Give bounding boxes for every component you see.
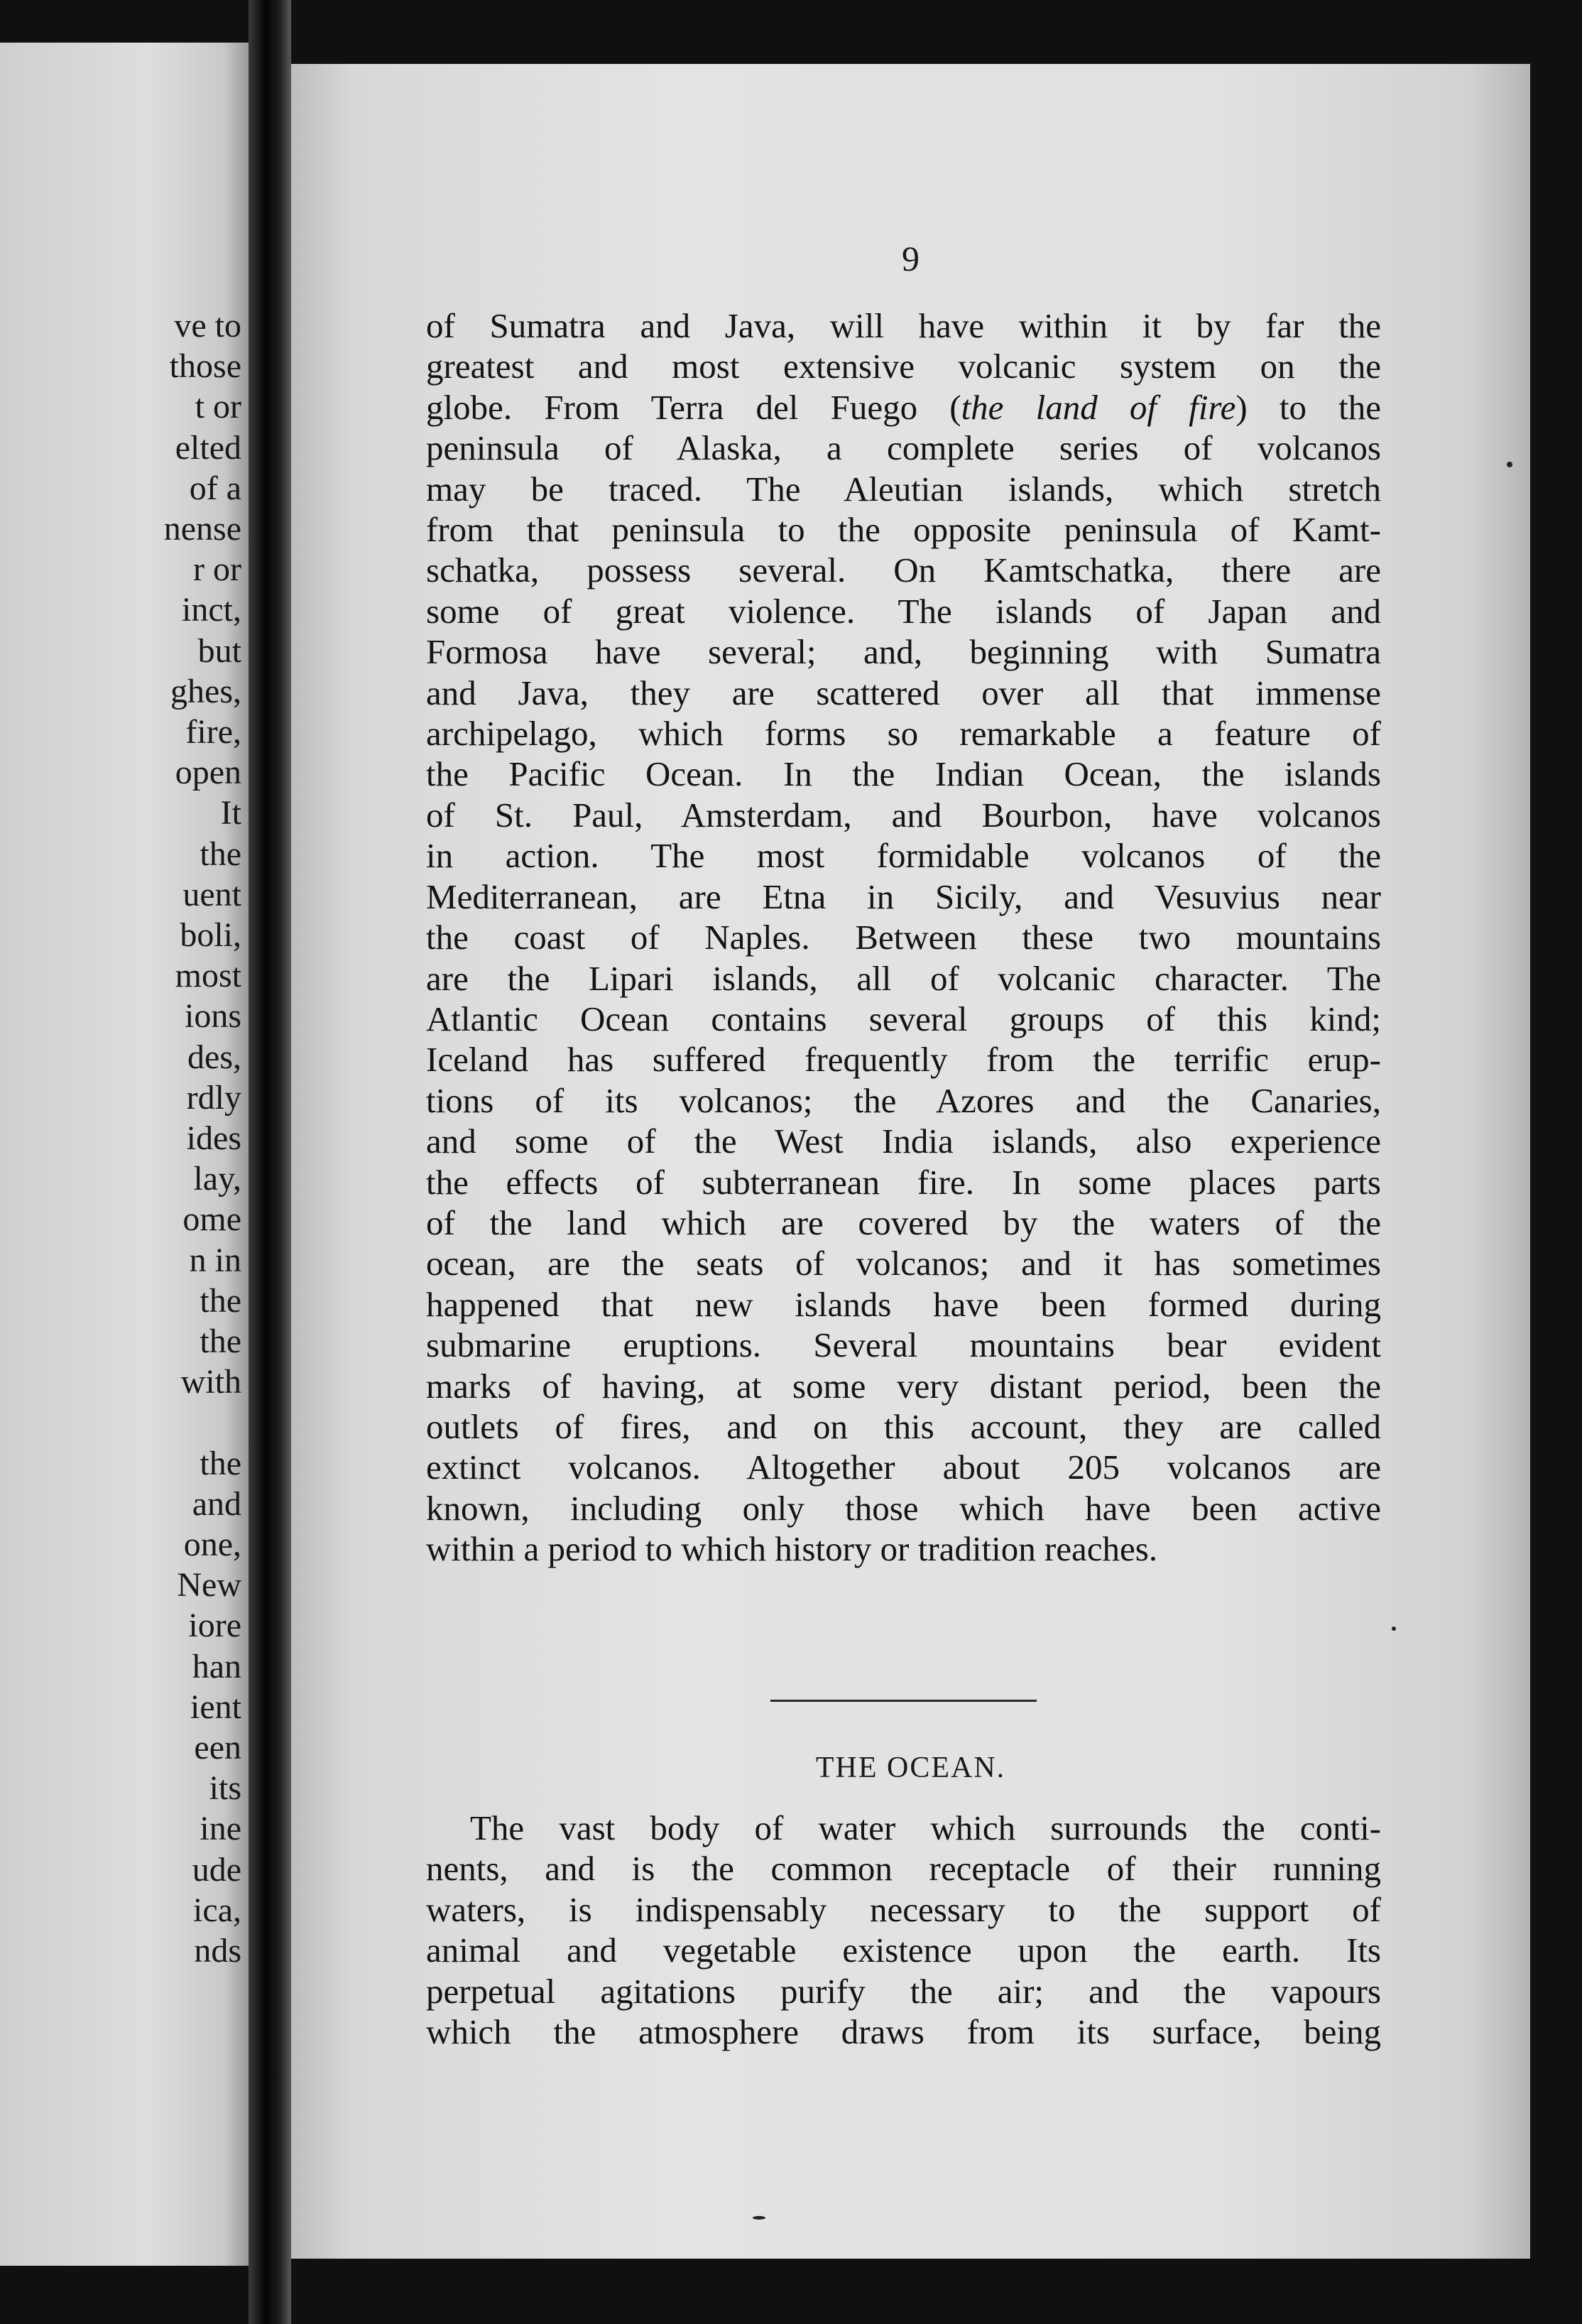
left-page-text-fragment: the	[200, 835, 241, 873]
previous-page-fragment	[0, 43, 249, 2266]
text-line: and Java, they are scattered over all that immense	[426, 673, 1381, 712]
left-page-text-fragment: its	[209, 1769, 241, 1808]
left-page-text-fragment: des,	[187, 1038, 241, 1076]
left-page-text-fragment: with	[180, 1363, 241, 1401]
text-line: animal and vegetable existence upon the earth. Its	[426, 1931, 1381, 1970]
text-line: ocean, are the seats of volcanos; and it has sometimes	[426, 1244, 1381, 1283]
text-line: perpetual agitations purify the air; and the vapours	[426, 1971, 1381, 2011]
left-page-text-fragment: inct,	[182, 591, 241, 629]
text-line: outlets of fires, and on this account, they are called	[426, 1406, 1381, 1446]
text-line: from that peninsula to the opposite peninsula of Kamt-	[426, 510, 1381, 550]
text-line: of St. Paul, Amsterdam, and Bourbon, have volcanos	[426, 795, 1381, 835]
left-page-text-fragment: elted	[175, 428, 241, 467]
text-line: greatest and most extensive volcanic system on the	[426, 347, 1381, 386]
left-page-text-fragment: nense	[163, 510, 241, 548]
text-line: nents, and is the common receptacle of their running	[426, 1849, 1381, 1889]
left-page-text-fragment: It	[220, 794, 241, 832]
left-page-text-fragment: n in	[189, 1241, 241, 1279]
text-line-start: globe. From Terra del Fuego (	[426, 387, 961, 427]
page-number: 9	[902, 239, 920, 278]
left-page-text-fragment: of a	[189, 469, 241, 507]
text-line: happened that new islands have been formed during	[426, 1284, 1381, 1324]
left-page-text-fragment: New	[177, 1566, 241, 1604]
left-page-text-fragment: nds	[194, 1932, 241, 1970]
left-page-text-fragment: ica,	[193, 1891, 241, 1929]
left-page-text-fragment: ome	[182, 1200, 241, 1239]
left-page-text-fragment: t or	[195, 388, 241, 426]
left-page-text-fragment: ient	[190, 1688, 241, 1726]
print-speck	[1507, 462, 1512, 467]
left-page-text-fragment: most	[175, 957, 241, 995]
left-page-text-fragment: one,	[183, 1526, 241, 1563]
left-page-text-fragment: boli,	[180, 916, 241, 954]
left-page-text-fragment: the	[200, 1281, 241, 1320]
paragraph-volcanos	[426, 305, 1381, 1570]
text-line: known, including only those which have been active	[426, 1488, 1381, 1528]
book-page	[291, 64, 1530, 2259]
left-page-text-fragment: ides	[186, 1119, 241, 1157]
text-line: marks of having, at some very distant period, been the	[426, 1366, 1381, 1406]
book-binding-gutter	[249, 0, 291, 2324]
text-line: within a period to which history or tradition reaches.	[426, 1529, 1158, 1569]
left-page-text-fragment: lay,	[193, 1160, 241, 1198]
text-line: the effects of subterranean fire. In some places parts	[426, 1162, 1381, 1202]
text-line: are the Lipari islands, all of volcanic character. The	[426, 958, 1381, 998]
text-line: the coast of Naples. Between these two mountains	[426, 918, 1381, 957]
text-line: Atlantic Ocean contains several groups of this kind;	[426, 999, 1381, 1038]
left-page-text-fragment: han	[192, 1647, 241, 1685]
text-line: may be traced. The Aleutian islands, which stretch	[426, 469, 1381, 509]
section-divider-rule	[770, 1700, 1037, 1702]
left-page-text-fragment: ine	[200, 1810, 241, 1848]
text-line: submarine eruptions. Several mountains bear evident	[426, 1325, 1381, 1365]
text-line: tions of its volcanos; the Azores and the Canaries,	[426, 1080, 1381, 1120]
text-line: in action. The most formidable volcanos of the	[426, 836, 1381, 876]
text-line: archipelago, which forms so remarkable a feature of	[426, 714, 1381, 754]
left-page-text-fragment: r or	[193, 550, 241, 589]
text-line: which the atmosphere draws from its surface, being	[426, 2012, 1381, 2052]
text-line: Iceland has suffered frequently from the terrific erup-	[426, 1040, 1381, 1080]
text-line: of Sumatra and Java, will have within it by far the	[426, 306, 1381, 345]
text-line: waters, is indispensably necessary to the support of	[426, 1889, 1381, 1929]
left-page-text-fragment: ve to	[174, 307, 241, 344]
text-line: Formosa have several; and, beginning with Sumatra	[426, 632, 1381, 672]
left-page-text-fragment: the	[200, 1444, 241, 1482]
text-line-end: ) to the	[1235, 387, 1381, 427]
italic-phrase: the land of fire	[961, 387, 1236, 427]
left-page-text-fragment: uent	[182, 875, 241, 913]
text-line: Mediterranean, are Etna in Sicily, and Vesuvius near	[426, 876, 1381, 916]
left-page-text-fragment: those	[169, 347, 241, 386]
left-page-text-fragment: ions	[184, 997, 241, 1036]
text-line-with-italic	[426, 387, 1381, 428]
left-page-text-fragment: ghes,	[170, 672, 241, 710]
print-speck	[753, 2216, 765, 2220]
section-heading: THE OCEAN.	[815, 1752, 1006, 1784]
paragraph-ocean	[426, 1808, 1381, 2052]
left-page-text-fragment: and	[192, 1484, 241, 1523]
left-page-text-fragment: rdly	[186, 1078, 241, 1117]
text-line: and some of the West India islands, also experience	[426, 1122, 1381, 1161]
text-line: some of great violence. The islands of Japan and	[426, 591, 1381, 631]
left-page-text-fragment: een	[194, 1729, 241, 1766]
left-page-text-fragment: open	[175, 754, 241, 792]
text-line: The vast body of water which surrounds the conti-	[470, 1808, 1381, 1847]
print-speck	[1392, 1627, 1396, 1631]
left-page-text-fragment: the	[200, 1323, 241, 1360]
text-line: extinct volcanos. Altogether about 205 volcanos are	[426, 1448, 1381, 1487]
text-line: peninsula of Alaska, a complete series of volcanos	[426, 428, 1381, 468]
text-line: the Pacific Ocean. In the Indian Ocean, the islands	[426, 754, 1381, 794]
text-line: of the land which are covered by the waters of the	[426, 1202, 1381, 1242]
left-page-text-fragment: fire,	[185, 713, 241, 751]
left-page-text-fragment: but	[197, 631, 241, 670]
left-page-text-fragment: ude	[192, 1850, 241, 1889]
text-line: schatka, possess several. On Kamtschatka, there are	[426, 550, 1381, 590]
left-page-text-fragment: iore	[188, 1607, 241, 1645]
